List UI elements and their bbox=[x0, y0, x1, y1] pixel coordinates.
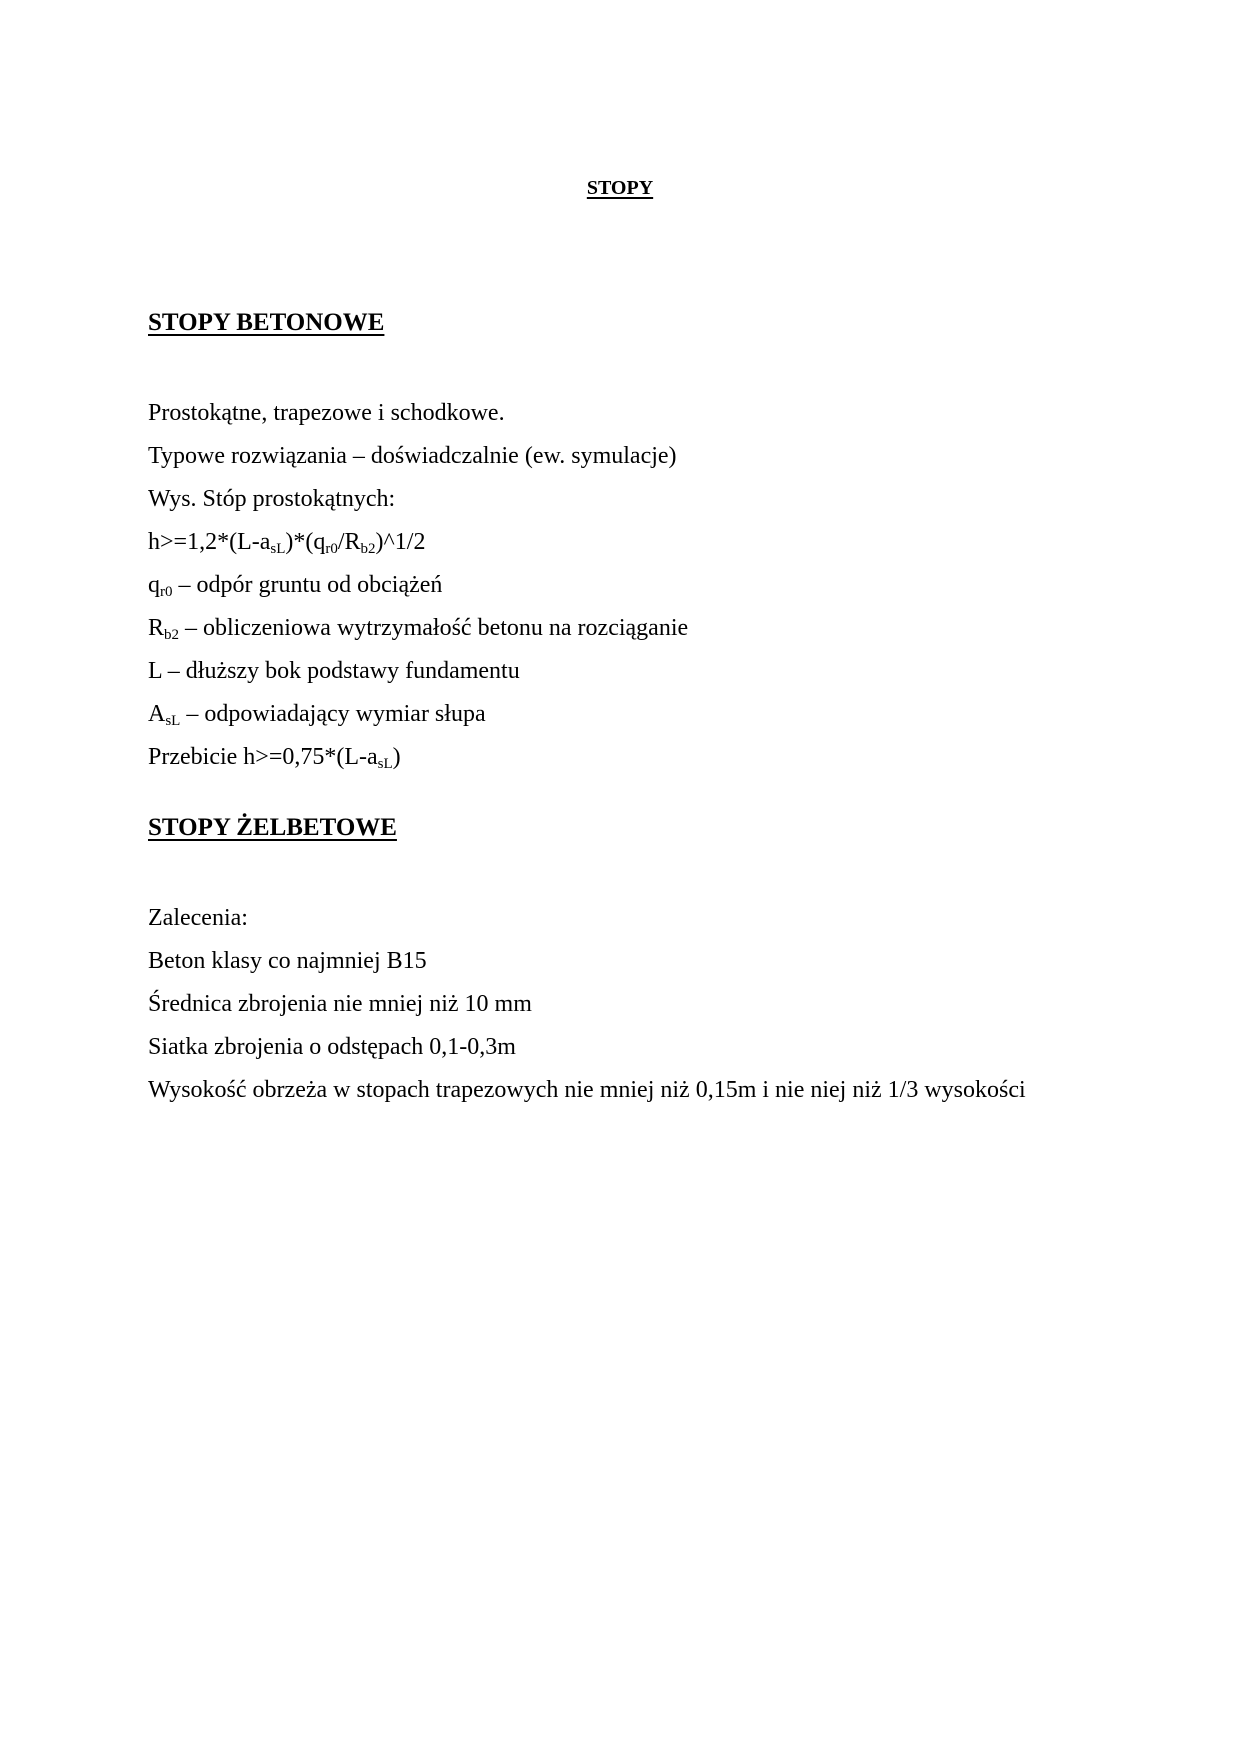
text-line-recommendations: Zalecenia: bbox=[148, 905, 248, 931]
definition-text: – obliczeniowa wytrzymałość betonu na rozciąganie bbox=[179, 615, 689, 641]
formula-subscript: r0 bbox=[325, 541, 338, 557]
definition-a bbox=[148, 699, 486, 729]
formula-part: ) bbox=[392, 744, 401, 770]
text-line-shapes: Prostokątne, trapezowe i schodkowe. bbox=[148, 400, 505, 426]
text-line-edge-height: Wysokość obrzeża w stopach trapezowych nie mniej niż 0,15m i nie niej niż 1/3 wysokości bbox=[148, 1077, 1026, 1103]
definition-text: – odpór gruntu od obciążeń bbox=[172, 572, 443, 598]
text-line-height-label: Wys. Stóp prostokątnych: bbox=[148, 486, 396, 512]
symbol: q bbox=[148, 572, 160, 598]
formula-part: )*(q bbox=[285, 529, 326, 555]
text-line-rebar-spacing: Siatka zbrojenia o odstępach 0,1-0,3m bbox=[148, 1034, 516, 1060]
symbol-subscript: b2 bbox=[164, 627, 180, 643]
formula-subscript: sL bbox=[270, 541, 286, 557]
formula-part: )^1/2 bbox=[375, 529, 426, 555]
definition-q bbox=[148, 570, 442, 600]
symbol: A bbox=[148, 701, 166, 727]
document-title: STOPY bbox=[586, 177, 654, 199]
symbol-subscript: r0 bbox=[160, 584, 173, 600]
formula-punching bbox=[148, 742, 401, 772]
definition-l: L – dłuższy bok podstawy fundamentu bbox=[148, 658, 520, 684]
formula-subscript: b2 bbox=[360, 541, 376, 557]
symbol: R bbox=[148, 615, 165, 641]
section-heading-stopy-betonowe: STOPY BETONOWE bbox=[148, 309, 385, 336]
text-line-typical-solutions: Typowe rozwiązania – doświadczalnie (ew. symulacje) bbox=[148, 443, 677, 469]
section-heading-stopy-zelbetowe: STOPY ŻELBETOWE bbox=[148, 814, 397, 841]
definition-text: – odpowiadający wymiar słupa bbox=[180, 701, 486, 727]
formula-part: /R bbox=[337, 529, 361, 555]
text-line-concrete-class: Beton klasy co najmniej B15 bbox=[148, 948, 427, 974]
symbol-subscript: sL bbox=[165, 713, 181, 729]
formula-part: h>=1,2*(L-a bbox=[148, 529, 271, 555]
formula-height bbox=[148, 527, 425, 557]
formula-subscript: sL bbox=[377, 756, 393, 772]
text-line-rebar-diameter: Średnica zbrojenia nie mniej niż 10 mm bbox=[148, 991, 532, 1017]
definition-r bbox=[148, 613, 688, 643]
formula-part: Przebicie h>=0,75*(L-a bbox=[148, 744, 378, 770]
